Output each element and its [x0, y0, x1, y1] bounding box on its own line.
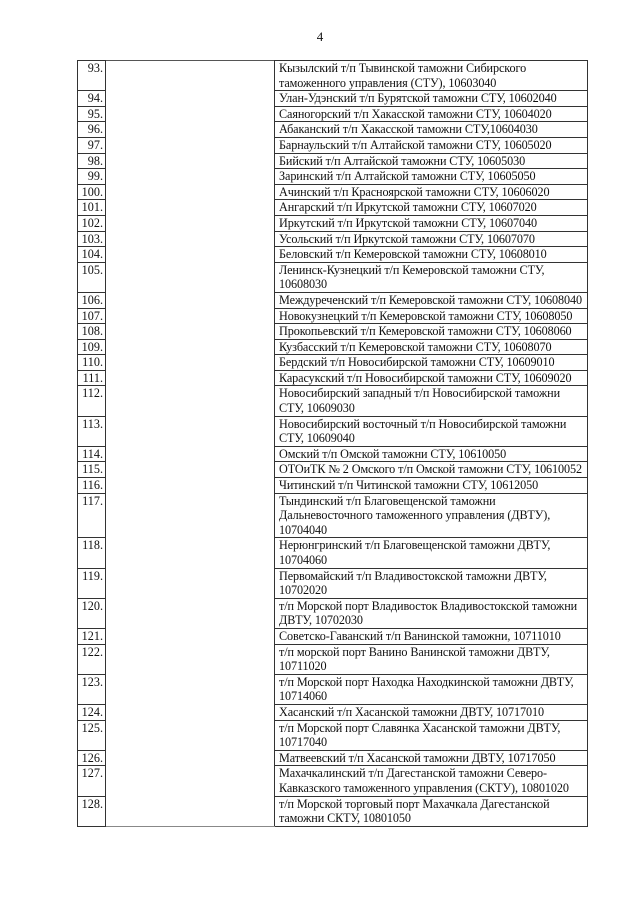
table-row	[78, 247, 588, 263]
empty-cell	[106, 628, 275, 644]
empty-cell	[106, 137, 275, 153]
empty-cell	[106, 478, 275, 494]
table-row	[78, 91, 588, 107]
table-row	[78, 200, 588, 216]
empty-cell	[106, 262, 275, 292]
empty-cell	[106, 153, 275, 169]
customs-post-name: Ленинск-Кузнецкий т/п Кемеровской таможни СТУ, 10608030	[275, 262, 588, 292]
row-number: 109.	[78, 339, 106, 355]
row-number: 100.	[78, 184, 106, 200]
empty-cell	[106, 644, 275, 674]
row-number: 120.	[78, 598, 106, 628]
table-row	[78, 478, 588, 494]
table-row	[78, 568, 588, 598]
row-number: 97.	[78, 137, 106, 153]
row-number: 93.	[78, 61, 106, 91]
empty-cell	[106, 674, 275, 704]
row-number: 122.	[78, 644, 106, 674]
empty-cell	[106, 493, 275, 538]
table-row	[78, 231, 588, 247]
table-row	[78, 370, 588, 386]
row-number: 110.	[78, 355, 106, 371]
customs-post-name: т/п Морской порт Славянка Хасанской таможни ДВТУ, 10717040	[275, 720, 588, 750]
customs-post-name: Ангарский т/п Иркутской таможни СТУ, 10607020	[275, 200, 588, 216]
table-row	[78, 122, 588, 138]
empty-cell	[106, 292, 275, 308]
customs-post-name: Барнаульский т/п Алтайской таможни СТУ, 10605020	[275, 137, 588, 153]
row-number: 99.	[78, 169, 106, 185]
row-number: 107.	[78, 308, 106, 324]
row-number: 116.	[78, 478, 106, 494]
row-number: 118.	[78, 538, 106, 568]
row-number: 98.	[78, 153, 106, 169]
empty-cell	[106, 215, 275, 231]
row-number: 123.	[78, 674, 106, 704]
table-row	[78, 153, 588, 169]
table-row	[78, 137, 588, 153]
empty-cell	[106, 308, 275, 324]
row-number: 108.	[78, 324, 106, 340]
customs-post-name: т/п Морской порт Владивосток Владивостокской таможни ДВТУ, 10702030	[275, 598, 588, 628]
empty-cell	[106, 704, 275, 720]
empty-cell	[106, 355, 275, 371]
table-row	[78, 416, 588, 446]
table-row	[78, 598, 588, 628]
empty-cell	[106, 324, 275, 340]
customs-post-name: Междуреченский т/п Кемеровской таможни СТУ, 10608040	[275, 292, 588, 308]
row-number: 94.	[78, 91, 106, 107]
row-number: 117.	[78, 493, 106, 538]
row-number: 128.	[78, 796, 106, 826]
table-row	[78, 704, 588, 720]
empty-cell	[106, 598, 275, 628]
table-row	[78, 750, 588, 766]
table-row	[78, 61, 588, 91]
customs-post-name: Кызылский т/п Тывинской таможни Сибирского таможенного управления (СТУ), 10603040	[275, 61, 588, 91]
empty-cell	[106, 169, 275, 185]
customs-post-name: Усольский т/п Иркутской таможни СТУ, 10607070	[275, 231, 588, 247]
table-row	[78, 308, 588, 324]
customs-post-name: Новосибирский западный т/п Новосибирской таможни СТУ, 10609030	[275, 386, 588, 416]
table-row	[78, 169, 588, 185]
table-row	[78, 262, 588, 292]
empty-cell	[106, 91, 275, 107]
empty-cell	[106, 106, 275, 122]
empty-cell	[106, 247, 275, 263]
empty-cell	[106, 796, 275, 826]
customs-post-name: Матвеевский т/п Хасанской таможни ДВТУ, 10717050	[275, 750, 588, 766]
table-row	[78, 766, 588, 796]
table-row	[78, 446, 588, 462]
empty-cell	[106, 766, 275, 796]
row-number: 114.	[78, 446, 106, 462]
empty-cell	[106, 200, 275, 216]
table-row	[78, 292, 588, 308]
row-number: 104.	[78, 247, 106, 263]
empty-cell	[106, 122, 275, 138]
empty-cell	[106, 61, 275, 91]
customs-post-name: Бердский т/п Новосибирской таможни СТУ, 10609010	[275, 355, 588, 371]
row-number: 115.	[78, 462, 106, 478]
empty-cell	[106, 720, 275, 750]
customs-post-name: т/п Морской порт Находка Находкинской таможни ДВТУ, 10714060	[275, 674, 588, 704]
row-number: 111.	[78, 370, 106, 386]
row-number: 103.	[78, 231, 106, 247]
empty-cell	[106, 416, 275, 446]
customs-post-name: Первомайский т/п Владивостокской таможни ДВТУ, 10702020	[275, 568, 588, 598]
customs-post-name: т/п морской порт Ванино Ванинской таможни ДВТУ, 10711020	[275, 644, 588, 674]
table-row	[78, 386, 588, 416]
table-row	[78, 628, 588, 644]
table-row	[78, 538, 588, 568]
customs-post-name: Бийский т/п Алтайской таможни СТУ, 10605030	[275, 153, 588, 169]
row-number: 121.	[78, 628, 106, 644]
table-row	[78, 493, 588, 538]
row-number: 96.	[78, 122, 106, 138]
customs-post-name: Читинский т/п Читинской таможни СТУ, 10612050	[275, 478, 588, 494]
page-number: 4	[316, 29, 324, 44]
row-number: 126.	[78, 750, 106, 766]
table-row	[78, 339, 588, 355]
empty-cell	[106, 538, 275, 568]
customs-post-name: Карасукский т/п Новосибирской таможни СТУ, 10609020	[275, 370, 588, 386]
customs-post-name: Новокузнецкий т/п Кемеровской таможни СТУ, 10608050	[275, 308, 588, 324]
table-row	[78, 644, 588, 674]
table-row	[78, 796, 588, 826]
empty-cell	[106, 386, 275, 416]
customs-post-name: Заринский т/п Алтайской таможни СТУ, 10605050	[275, 169, 588, 185]
table-row	[78, 462, 588, 478]
customs-post-name: Улан-Удэнский т/п Бурятской таможни СТУ, 10602040	[275, 91, 588, 107]
empty-cell	[106, 446, 275, 462]
row-number: 125.	[78, 720, 106, 750]
customs-post-name: Новосибирский восточный т/п Новосибирской таможни СТУ, 10609040	[275, 416, 588, 446]
customs-post-name: Кузбасский т/п Кемеровской таможни СТУ, 10608070	[275, 339, 588, 355]
customs-post-name: Иркутский т/п Иркутской таможни СТУ, 10607040	[275, 215, 588, 231]
table-row	[78, 674, 588, 704]
empty-cell	[106, 231, 275, 247]
row-number: 127.	[78, 766, 106, 796]
table-row	[78, 106, 588, 122]
table-row	[78, 184, 588, 200]
table-row	[78, 720, 588, 750]
row-number: 106.	[78, 292, 106, 308]
customs-post-name: Махачкалинский т/п Дагестанской таможни Северо-Кавказского таможенного управления (СКТУ), 10801020	[275, 766, 588, 796]
table-row	[78, 324, 588, 340]
customs-post-name: Нерюнгринский т/п Благовещенской таможни ДВТУ, 10704060	[275, 538, 588, 568]
row-number: 95.	[78, 106, 106, 122]
customs-post-name: Беловский т/п Кемеровской таможни СТУ, 10608010	[275, 247, 588, 263]
empty-cell	[106, 339, 275, 355]
empty-cell	[106, 568, 275, 598]
customs-post-name: ОТОиТК № 2 Омского т/п Омской таможни СТУ, 10610052	[275, 462, 588, 478]
row-number: 112.	[78, 386, 106, 416]
table-row	[78, 355, 588, 371]
customs-post-name: Хасанский т/п Хасанской таможни ДВТУ, 10717010	[275, 704, 588, 720]
customs-post-name: Советско-Гаванский т/п Ванинской таможни, 10711010	[275, 628, 588, 644]
row-number: 101.	[78, 200, 106, 216]
customs-post-name: т/п Морской торговый порт Махачкала Дагестанской таможни СКТУ, 10801050	[275, 796, 588, 826]
row-number: 124.	[78, 704, 106, 720]
customs-post-name: Саяногорский т/п Хакасской таможни СТУ, 10604020	[275, 106, 588, 122]
empty-cell	[106, 370, 275, 386]
empty-cell	[106, 184, 275, 200]
empty-cell	[106, 462, 275, 478]
row-number: 105.	[78, 262, 106, 292]
row-number: 119.	[78, 568, 106, 598]
customs-post-name: Прокопьевский т/п Кемеровской таможни СТУ, 10608060	[275, 324, 588, 340]
empty-cell	[106, 750, 275, 766]
customs-post-name: Тындинский т/п Благовещенской таможни Дальневосточного таможенного управления (ДВТУ), 10704040	[275, 493, 588, 538]
table-row	[78, 215, 588, 231]
row-number: 102.	[78, 215, 106, 231]
customs-posts-table	[77, 60, 588, 827]
row-number: 113.	[78, 416, 106, 446]
customs-post-name: Ачинский т/п Красноярской таможни СТУ, 10606020	[275, 184, 588, 200]
customs-post-name: Омский т/п Омской таможни СТУ, 10610050	[275, 446, 588, 462]
customs-post-name: Абаканский т/п Хакасской таможни СТУ,10604030	[275, 122, 588, 138]
